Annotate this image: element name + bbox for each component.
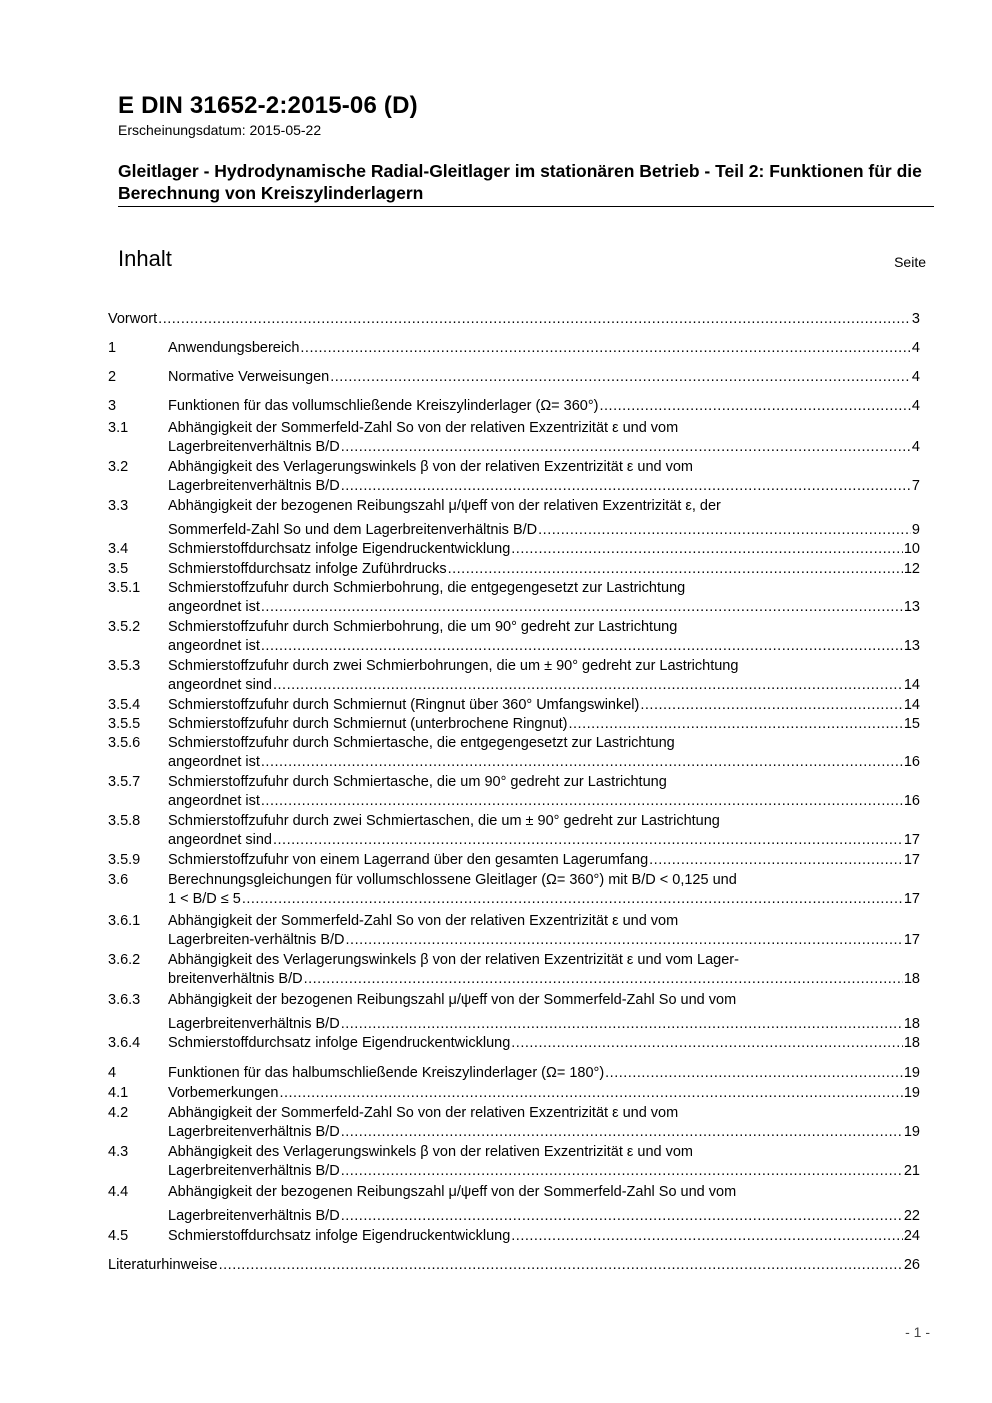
toc-dot-leader — [219, 1256, 903, 1275]
toc-entry-title: Abhängigkeit der Sommerfeld-Zahl So von der relativen Exzentrizität ε und vom — [168, 913, 679, 929]
toc-entry-title: Schmierstoffdurchsatz infolge Zuführdrucks — [168, 561, 447, 577]
toc-section-number: 3.6.2 — [108, 952, 141, 968]
toc-line — [108, 598, 920, 617]
toc-dot-leader — [341, 1015, 903, 1034]
toc-page-number: 18 — [903, 971, 920, 987]
toc-section-number: 3.5.8 — [108, 813, 141, 829]
toc-page-number: 22 — [903, 1208, 920, 1224]
toc-section-number: 3.5 — [108, 561, 129, 577]
toc-entry[interactable] — [108, 1227, 920, 1246]
toc-line — [108, 871, 920, 890]
toc-dot-leader — [569, 715, 903, 734]
toc-section-number: 3.4 — [108, 541, 129, 557]
toc-section-number: 3.3 — [108, 498, 129, 514]
toc-line — [108, 397, 920, 416]
toc-section-number: 3.5.2 — [108, 619, 141, 635]
toc-line — [108, 734, 920, 753]
toc-dot-leader — [330, 368, 911, 387]
toc-section-number: 3.5.6 — [108, 735, 141, 751]
toc-page-number: 13 — [903, 638, 920, 654]
toc-entry[interactable] — [108, 1256, 920, 1275]
toc-section-number: 3.5.9 — [108, 852, 141, 868]
toc-line — [108, 637, 920, 656]
toc-line — [108, 812, 920, 831]
toc-entry[interactable] — [108, 560, 920, 579]
toc-line — [108, 912, 920, 931]
toc-line — [108, 753, 920, 772]
toc-page-number: 14 — [903, 697, 920, 713]
toc-page-number: 9 — [911, 522, 920, 538]
toc-entry[interactable] — [108, 851, 920, 870]
toc-entry[interactable] — [108, 715, 920, 734]
toc-section-number: 3.5.4 — [108, 697, 141, 713]
toc-line — [108, 458, 920, 477]
toc-dot-leader — [341, 477, 911, 496]
toc-entry[interactable] — [108, 1183, 920, 1226]
toc-entry-title: Schmierstoffzufuhr durch Schmierbohrung, die um 90° gedreht zur Lastrichtung — [168, 619, 678, 635]
toc-entry-title: Lagerbreitenverhältnis B/D — [168, 1163, 340, 1179]
toc-entry-title: Lagerbreiten-verhältnis B/D — [168, 932, 345, 948]
toc-entry[interactable] — [108, 497, 920, 540]
toc-entry-title: Schmierstoffzufuhr durch zwei Schmierbohrungen, die um ± 90° gedreht zur Lastrichtung — [168, 658, 739, 674]
toc-line — [108, 1256, 920, 1275]
toc-entry-title: Schmierstoffzufuhr durch Schmiernut (unterbrochene Ringnut) — [168, 716, 568, 732]
toc-line — [108, 497, 920, 516]
toc-entry[interactable] — [108, 912, 920, 950]
toc-entry-title: Schmierstoffzufuhr durch zwei Schmiertaschen, die um ± 90° gedreht zur Lastrichtung — [168, 813, 720, 829]
toc-entry-title: Funktionen für das halbumschließende Kreiszylinderlager (Ω= 180°) — [168, 1065, 605, 1081]
toc-dot-leader — [511, 1034, 903, 1053]
toc-dot-leader — [273, 831, 903, 850]
toc-entry[interactable] — [108, 991, 920, 1034]
toc-line — [108, 951, 920, 970]
toc-line — [108, 1143, 920, 1162]
toc-entry[interactable] — [108, 458, 920, 496]
toc-entry-title: Vorbemerkungen — [168, 1085, 279, 1101]
toc-page-number: 15 — [903, 716, 920, 732]
toc-page-number: 26 — [903, 1257, 920, 1273]
toc-line — [108, 715, 920, 734]
toc-section-number: 3.5.1 — [108, 580, 141, 596]
toc-entry[interactable] — [108, 1104, 920, 1142]
toc-page-number: 12 — [903, 561, 920, 577]
toc-entry[interactable] — [108, 618, 920, 656]
toc-line — [108, 676, 920, 695]
toc-dot-leader — [511, 540, 903, 559]
toc-section-number: 3.6.4 — [108, 1035, 141, 1051]
toc-dot-leader — [605, 1064, 903, 1083]
toc-dot-leader — [261, 792, 903, 811]
toc-section-number: 3 — [108, 398, 117, 414]
toc-page-number: 14 — [903, 677, 920, 693]
toc-page-number: 3 — [911, 311, 920, 327]
toc-page-number: 4 — [911, 439, 920, 455]
toc-entry[interactable] — [108, 310, 920, 329]
toc-entry-title: Lagerbreitenverhältnis B/D — [168, 1208, 340, 1224]
toc-entry-title: Berechnungsgleichungen für vollumschlossene Gleitlager (Ω= 360°) mit B/D < 0,125 und — [168, 872, 737, 888]
toc-line — [108, 1227, 920, 1246]
toc-dot-leader — [341, 1162, 903, 1181]
toc-entry-title: angeordnet ist — [168, 599, 260, 615]
toc-section-number: 3.2 — [108, 459, 129, 475]
toc-page-number: 19 — [903, 1085, 920, 1101]
toc-entry-title: angeordnet ist — [168, 638, 260, 654]
toc-line — [108, 1084, 920, 1103]
toc-page-number: 19 — [903, 1065, 920, 1081]
toc-entry[interactable] — [108, 368, 920, 387]
toc-entry-title: Literaturhinweise — [108, 1257, 218, 1273]
toc-entry[interactable] — [108, 540, 920, 559]
toc-line — [108, 991, 920, 1010]
toc-section-number: 4.4 — [108, 1184, 129, 1200]
toc-section-number: 4.5 — [108, 1228, 129, 1244]
toc-page-number: 16 — [903, 754, 920, 770]
toc-line — [108, 579, 920, 598]
toc-page-number: 18 — [903, 1016, 920, 1032]
toc-entry[interactable] — [108, 579, 920, 617]
toc-entry[interactable] — [108, 397, 920, 416]
toc-entry[interactable] — [108, 1034, 920, 1053]
toc-entry[interactable] — [108, 871, 920, 909]
toc-section-number: 3.6.1 — [108, 913, 141, 929]
toc-entry-title: breitenverhältnis B/D — [168, 971, 303, 987]
toc-line — [108, 477, 920, 496]
toc-line — [108, 540, 920, 559]
toc-entry-title: Schmierstoffdurchsatz infolge Eigendruckentwicklung — [168, 1035, 511, 1051]
toc-entry-title: Lagerbreitenverhältnis B/D — [168, 478, 340, 494]
toc-entry-title: Schmierstoffzufuhr durch Schmiernut (Ringnut über 360° Umfangswinkel) — [168, 697, 640, 713]
toc-line — [108, 339, 920, 358]
toc-entry-title: Schmierstoffzufuhr durch Schmiertasche, die um 90° gedreht zur Lastrichtung — [168, 774, 667, 790]
toc-entry-title: Schmierstoffdurchsatz infolge Eigendruckentwicklung — [168, 1228, 511, 1244]
toc-entry-title: angeordnet ist — [168, 793, 260, 809]
toc-dot-leader — [261, 637, 903, 656]
toc-dot-leader — [649, 851, 903, 870]
toc-entry-title: Schmierstoffdurchsatz infolge Eigendruckentwicklung — [168, 541, 511, 557]
toc-line — [108, 970, 920, 989]
toc-page-number: 21 — [903, 1163, 920, 1179]
toc-dot-leader — [640, 696, 903, 715]
title-rule — [118, 206, 934, 207]
toc-entry-title: Schmierstoffzufuhr durch Schmiertasche, die entgegengesetzt zur Lastrichtung — [168, 735, 675, 751]
toc-line — [108, 1104, 920, 1123]
toc-line — [108, 1064, 920, 1083]
toc-dot-leader — [538, 521, 911, 540]
toc-line — [108, 521, 920, 540]
toc-line — [108, 831, 920, 850]
toc-entry-title: Abhängigkeit des Verlagerungswinkels β von der relativen Exzentrizität ε und vom Lager- — [168, 952, 739, 968]
toc-dot-leader — [341, 1123, 903, 1142]
toc-page-number: 16 — [903, 793, 920, 809]
toc-line — [108, 310, 920, 329]
toc-dot-leader — [600, 397, 911, 416]
toc-page-number: 7 — [911, 478, 920, 494]
toc-entry[interactable] — [108, 419, 920, 457]
toc-line — [108, 851, 920, 870]
toc-entry-title: Funktionen für das vollumschließende Kreiszylinderlager (Ω= 360°) — [168, 398, 599, 414]
toc-entry-title: Normative Verweisungen — [168, 369, 330, 385]
toc-page-number: 17 — [903, 891, 920, 907]
toc-entry-title: Abhängigkeit der Sommerfeld-Zahl So von der relativen Exzentrizität ε und vom — [168, 420, 679, 436]
toc-page-number: 4 — [911, 398, 920, 414]
toc-dot-leader — [304, 970, 903, 989]
toc-page-number: 18 — [903, 1035, 920, 1051]
toc-entry-title: Anwendungsbereich — [168, 340, 300, 356]
toc-entry-title: Abhängigkeit der bezogenen Reibungszahl μ/ψeff von der Sommerfeld-Zahl So und vom — [168, 992, 737, 1008]
toc-section-number: 1 — [108, 340, 117, 356]
toc-entry-title: Abhängigkeit des Verlagerungswinkels β von der relativen Exzentrizität ε und vom — [168, 1144, 694, 1160]
toc-section-number: 3.6.3 — [108, 992, 141, 1008]
toc-entry-title: Vorwort — [108, 311, 158, 327]
toc-entry-title: 1 < B/D ≤ 5 — [168, 891, 241, 907]
toc-entry-title: Sommerfeld-Zahl So und dem Lagerbreitenverhältnis B/D — [168, 522, 538, 538]
toc-entry-title: angeordnet sind — [168, 677, 272, 693]
toc-entry-title: Lagerbreitenverhältnis B/D — [168, 439, 340, 455]
toc-page-number: 4 — [911, 369, 920, 385]
publication-date: Erscheinungsdatum: 2015-05-22 — [118, 122, 322, 138]
toc-page-number: 17 — [903, 932, 920, 948]
contents-heading: Inhalt — [118, 246, 172, 271]
toc-entry[interactable] — [108, 1143, 920, 1181]
toc-line — [108, 1123, 920, 1142]
page-footer-number: - 1 - — [905, 1324, 930, 1340]
toc-entry[interactable] — [108, 696, 920, 715]
toc-line — [108, 1034, 920, 1053]
toc-section-number: 4.3 — [108, 1144, 129, 1160]
toc-dot-leader — [261, 598, 903, 617]
toc-entry-title: Lagerbreitenverhältnis B/D — [168, 1016, 340, 1032]
toc-entry[interactable] — [108, 1084, 920, 1103]
toc-line — [108, 773, 920, 792]
toc-dot-leader — [279, 1084, 902, 1103]
toc-dot-leader — [346, 931, 903, 950]
toc-dot-leader — [242, 890, 903, 909]
toc-line — [108, 618, 920, 637]
toc-line — [108, 368, 920, 387]
toc-entry[interactable] — [108, 734, 920, 772]
toc-entry-title: angeordnet sind — [168, 832, 272, 848]
toc-section-number: 2 — [108, 369, 117, 385]
toc-entry-title: Abhängigkeit der bezogenen Reibungszahl μ/ψeff von der relativen Exzentrizität ε, der — [168, 498, 721, 514]
toc-page-number: 24 — [903, 1228, 920, 1244]
document-title: Gleitlager - Hydrodynamische Radial-Gleitlager im stationären Betrieb - Teil 2: Funktionen für die Berechnung von Kreiszylinderlagern — [118, 161, 922, 203]
toc-dot-leader — [158, 310, 911, 329]
toc-dot-leader — [273, 676, 903, 695]
page-column-label: Seite — [894, 254, 926, 270]
toc-line — [108, 1162, 920, 1181]
toc-page-number: 10 — [903, 541, 920, 557]
toc-page-number: 17 — [903, 852, 920, 868]
toc-dot-leader — [261, 753, 903, 772]
toc-line — [108, 657, 920, 676]
toc-dot-leader — [448, 560, 903, 579]
toc-entry[interactable] — [108, 1064, 920, 1083]
toc-section-number: 3.1 — [108, 420, 129, 436]
toc-line — [108, 438, 920, 457]
toc-entry-title: Abhängigkeit der Sommerfeld-Zahl So von der relativen Exzentrizität ε und vom — [168, 1105, 679, 1121]
toc-entry-title: Lagerbreitenverhältnis B/D — [168, 1124, 340, 1140]
toc-section-number: 3.5.3 — [108, 658, 141, 674]
toc-section-number: 3.6 — [108, 872, 129, 888]
toc-entry-title: Schmierstoffzufuhr durch Schmierbohrung, die entgegengesetzt zur Lastrichtung — [168, 580, 686, 596]
toc-line — [108, 696, 920, 715]
toc-entry-title: Schmierstoffzufuhr von einem Lagerrand über den gesamten Lagerumfang — [168, 852, 649, 868]
toc-section-number: 3.5.5 — [108, 716, 141, 732]
document-id: E DIN 31652-2:2015-06 (D) — [118, 92, 418, 119]
toc-dot-leader — [300, 339, 911, 358]
toc-dot-leader — [341, 1207, 903, 1226]
toc-section-number: 3.5.7 — [108, 774, 141, 790]
toc-page-number: 17 — [903, 832, 920, 848]
toc-line — [108, 1207, 920, 1226]
toc-line — [108, 560, 920, 579]
toc-dot-leader — [511, 1227, 903, 1246]
toc-page-number: 4 — [911, 340, 920, 356]
toc-page-number: 13 — [903, 599, 920, 615]
toc-line — [108, 419, 920, 438]
toc-dot-leader — [341, 438, 911, 457]
toc-section-number: 4.2 — [108, 1105, 129, 1121]
toc-entry[interactable] — [108, 812, 920, 850]
toc-entry[interactable] — [108, 657, 920, 695]
toc-line — [108, 1183, 920, 1202]
toc-page-number: 19 — [903, 1124, 920, 1140]
toc-line — [108, 931, 920, 950]
toc-line — [108, 890, 920, 909]
toc-entry[interactable] — [108, 951, 920, 989]
toc-section-number: 4 — [108, 1065, 117, 1081]
toc-entry-title: Abhängigkeit des Verlagerungswinkels β von der relativen Exzentrizität ε und vom — [168, 459, 694, 475]
toc-line — [108, 1015, 920, 1034]
toc-entry[interactable] — [108, 773, 920, 811]
toc-entry-title: Abhängigkeit der bezogenen Reibungszahl μ/ψeff von der Sommerfeld-Zahl So und vom — [168, 1184, 737, 1200]
toc-entry[interactable] — [108, 339, 920, 358]
toc-line — [108, 792, 920, 811]
toc-section-number: 4.1 — [108, 1085, 129, 1101]
toc-entry-title: angeordnet ist — [168, 754, 260, 770]
